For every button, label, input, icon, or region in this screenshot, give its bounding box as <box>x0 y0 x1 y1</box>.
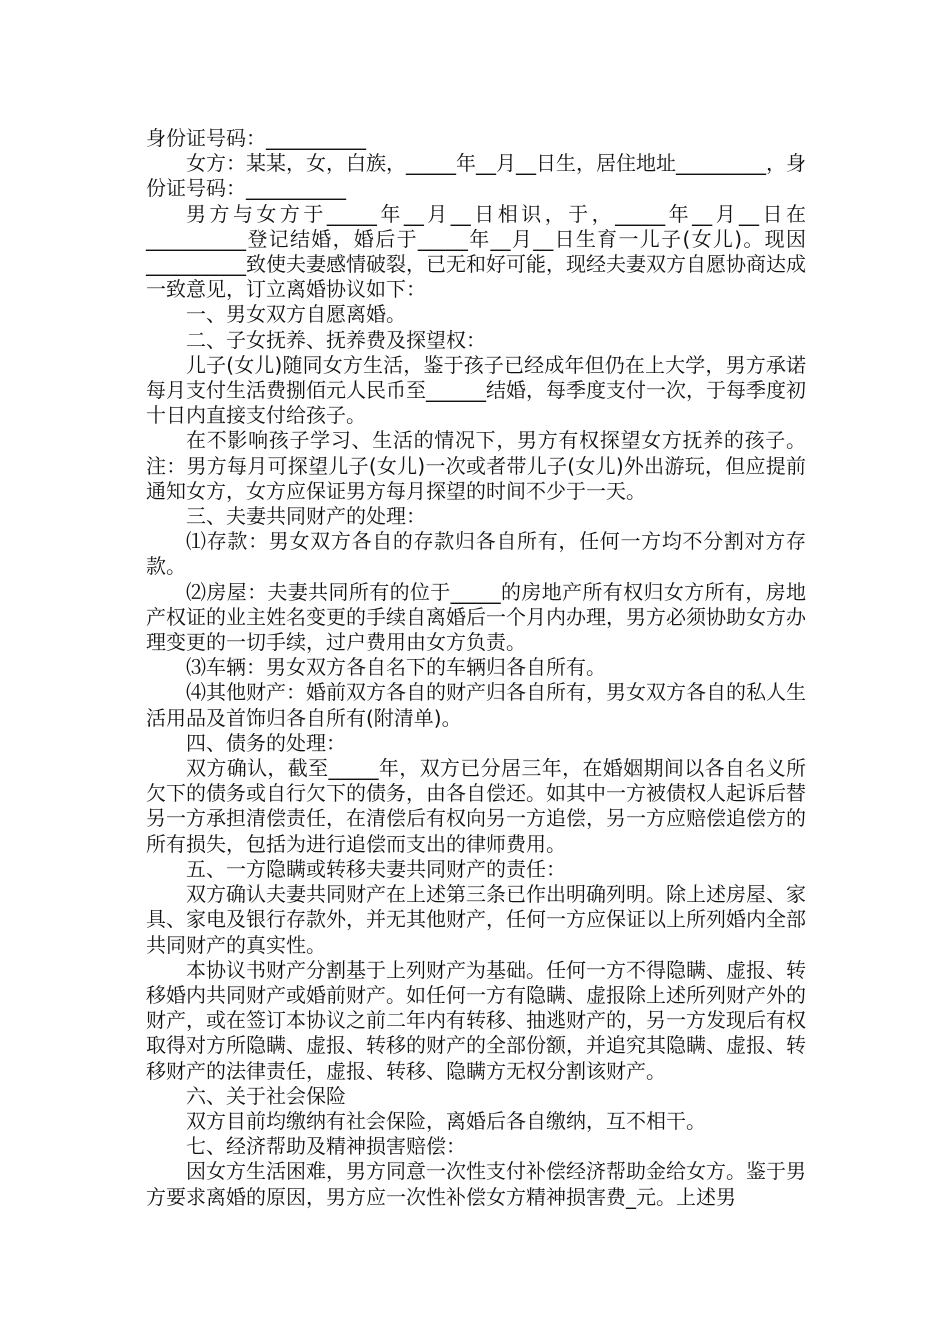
clause-6-heading: 六、关于社会保险 <box>186 1083 346 1108</box>
property-confirmation-paragraph: 双方确认夫妻共同财产在上述第三条已作出明确列明。除上述房屋、家具、家电及银行存款外，并无其他财产，任何一方应保证以上所列婚内全部共同财产的真实性。 <box>146 882 806 957</box>
marriage-history-paragraph: 男方与女方于_____年__月__日相识，于，_____年__月__日在__________登记结婚，婚后于_____年__月__日生育一儿子(女儿)。现因__________致使夫妻感情破裂，已无和好可能，现经夫妻双方自愿协商达成一致意见，订立离婚协议如下： <box>146 201 806 302</box>
female-party-info: 女方：某某，女，白族，_____年__月__日生，居住地址_________，身份证号码：__________ <box>146 151 806 201</box>
savings-item: ⑴存款：男女双方各自的存款归各自所有，任何一方均不分割对方存款。 <box>146 529 806 579</box>
document-body <box>146 126 806 1210</box>
id-number-line-male: 身份证号码：__________ <box>146 126 366 150</box>
clause-5-heading: 五、一方隐瞒或转移夫妻共同财产的责任： <box>186 856 566 881</box>
clause-2-heading: 二、子女抚养、抚养费及探望权： <box>186 327 486 352</box>
clause-1-heading: 一、男女双方自愿离婚。 <box>186 302 406 327</box>
property-division-paragraph: 本协议书财产分割基于上列财产为基础。任何一方不得隐瞒、虚报、转移婚内共同财产或婚前财产。如任何一方有隐瞒、虚报除上述所列财产外的财产，或在签订本协议之前二年内有转移、抽逃财产的，另一方发现后有权取得对方所隐瞒、虚报、转移的财产的全部份额，并追究其隐瞒、虚报、转移财产的法律责任，虚报、转移、隐瞒方无权分割该财产。 <box>146 957 806 1083</box>
visitation-paragraph: 在不影响孩子学习、生活的情况下，男方有权探望女方抚养的孩子。注：男方每月可探望儿子(女儿)一次或者带儿子(女儿)外出游玩，但应提前通知女方，女方应保证男方每月探望的时间不少于一天。 <box>146 428 806 503</box>
child-custody-paragraph: 儿子(女儿)随同女方生活，鉴于孩子已经成年但仍在上大学，男方承诺每月支付生活费捌佰元人民币至______结婚，每季度支付一次，于每季度初十日内直接支付给孩子。 <box>146 352 806 428</box>
clause-4-heading: 四、债务的处理： <box>186 730 346 755</box>
debt-paragraph: 双方确认，截至_____年，双方已分居三年，在婚姻期间以各自名义所欠下的债务或自行欠下的债务，由各自偿还。如其中一方被债权人起诉后替另一方承担清偿责任，在清偿后有权向另一方追偿，另一方应赔偿追偿方的所有损失，包括为进行追偿而支出的律师费用。 <box>146 756 806 856</box>
compensation-paragraph: 因女方生活困难，男方同意一次性支付补偿经济帮助金给女方。鉴于男方要求离婚的原因，男方应一次性补偿女方精神损害费_元。上述男 <box>146 1159 806 1209</box>
vehicle-item: ⑶车辆：男女双方各自名下的车辆归各自所有。 <box>186 655 606 680</box>
house-item: ⑵房屋：夫妻共同所有的位于_____的房地产所有权归女方所有，房地产权证的业主姓名变更的手续自离婚后一个月内办理，男方必须协助女方办理变更的一切手续，过户费用由女方负责。 <box>146 579 806 655</box>
social-insurance-paragraph: 双方目前均缴纳有社会保险，离婚后各自缴纳，互不相干。 <box>186 1108 706 1133</box>
other-property-item: ⑷其他财产：婚前双方各自的财产归各自所有，男女双方各自的私人生活用品及首饰归各自所有(附清单)。 <box>146 680 806 730</box>
clause-7-heading: 七、经济帮助及精神损害赔偿： <box>186 1134 466 1159</box>
clause-3-heading: 三、夫妻共同财产的处理： <box>186 504 426 529</box>
